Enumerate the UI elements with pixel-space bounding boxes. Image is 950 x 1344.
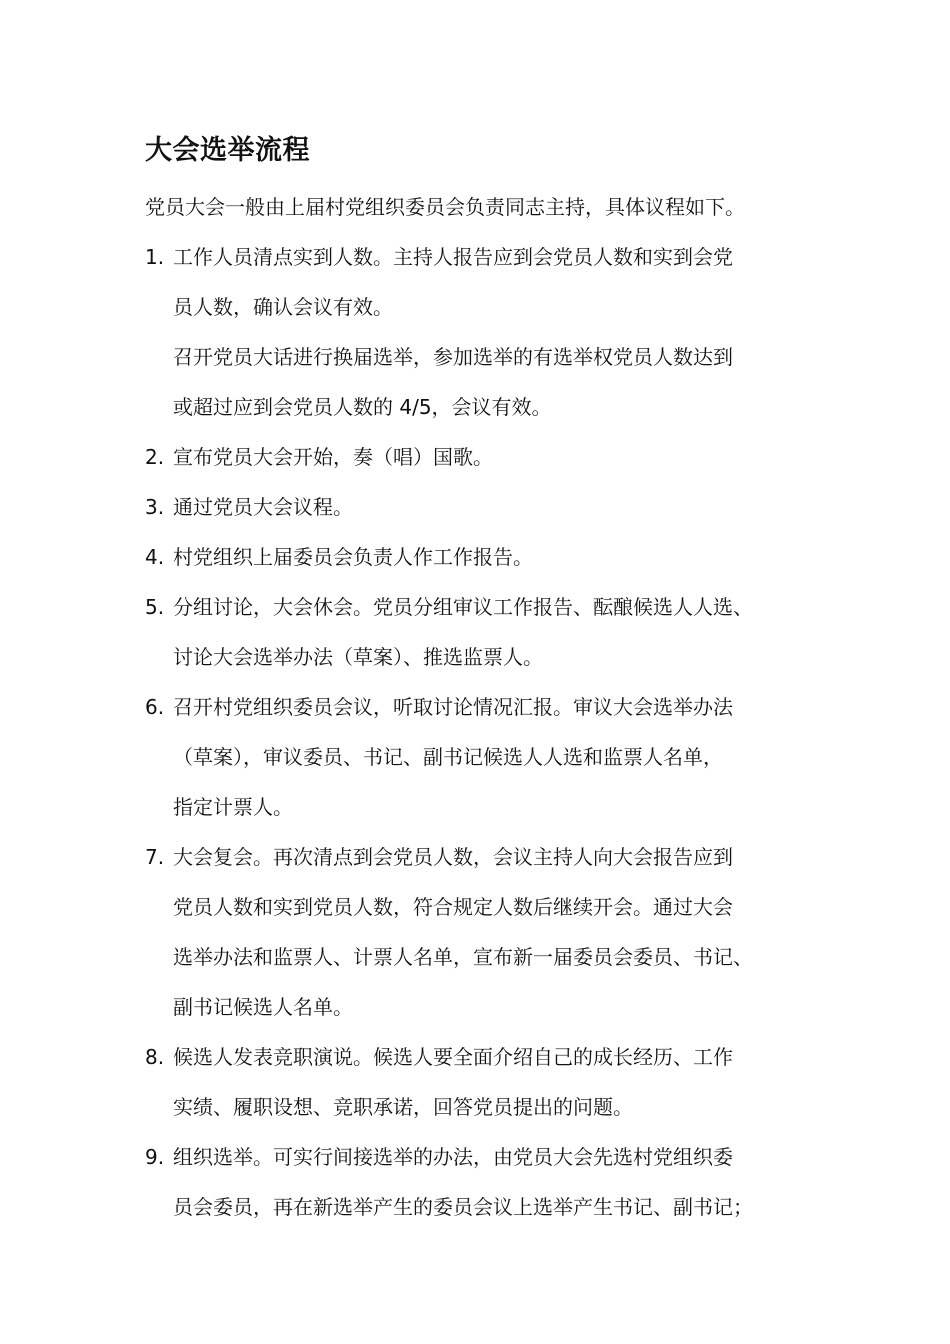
list-item	[145, 682, 840, 832]
text-line: 员人数，确认会议有效。	[173, 295, 393, 319]
list-item-number: 1.	[145, 245, 165, 269]
list-item-text	[173, 832, 833, 1032]
list-item-number: 5.	[145, 595, 165, 619]
text-line: 召开党员大话进行换届选举，参加选举的有选举权党员人数达到	[173, 345, 733, 369]
list-item	[145, 432, 840, 482]
text-line: 工作人员清点实到人数。主持人报告应到会党员人数和实到会党	[173, 245, 733, 269]
text-line: 员会委员，再在新选举产生的委员会议上选举产生书记、副书记；	[173, 1195, 753, 1219]
list-item	[145, 232, 840, 432]
list-item-text	[173, 482, 833, 532]
list-item-text	[173, 1132, 833, 1232]
list-item-number: 2.	[145, 445, 165, 469]
list-item-text	[173, 1032, 833, 1132]
list-item-text	[173, 682, 833, 832]
list-item-text	[173, 532, 833, 582]
list-item-text	[173, 432, 833, 482]
text-line: 通过党员大会议程。	[173, 495, 353, 519]
text-line: （草案），审议委员、书记、副书记候选人人选和监票人名单，	[173, 745, 723, 769]
text-line: 宣布党员大会开始，奏（唱）国歌。	[173, 445, 493, 469]
list-item	[145, 832, 840, 1032]
procedure-list	[145, 232, 840, 1232]
document-title: 大会选举流程	[145, 135, 310, 166]
list-item-number: 4.	[145, 545, 165, 569]
intro-paragraph: 党员大会一般由上届村党组织委员会负责同志主持，具体议程如下。	[145, 195, 745, 219]
list-item-number: 9.	[145, 1145, 165, 1169]
list-item-number: 6.	[145, 695, 165, 719]
list-item	[145, 1132, 840, 1232]
text-line: 分组讨论，大会休会。党员分组审议工作报告、酝酿候选人人选、	[173, 595, 753, 619]
text-line: 大会复会。再次清点到会党员人数，会议主持人向大会报告应到	[173, 845, 733, 869]
list-item	[145, 482, 840, 532]
list-item	[145, 1032, 840, 1132]
list-item-text	[173, 582, 833, 682]
list-item	[145, 582, 840, 682]
text-line: 讨论大会选举办法（草案）、推选监票人。	[173, 645, 543, 669]
list-item	[145, 532, 840, 582]
text-line: 党员人数和实到党员人数，符合规定人数后继续开会。通过大会	[173, 895, 733, 919]
list-item-number: 3.	[145, 495, 165, 519]
text-line: 村党组织上届委员会负责人作工作报告。	[173, 545, 533, 569]
text-line: 指定计票人。	[173, 795, 293, 819]
list-item-number: 8.	[145, 1045, 165, 1069]
text-line: 选举办法和监票人、计票人名单，宣布新一届委员会委员、书记、	[173, 945, 753, 969]
text-line: 副书记候选人名单。	[173, 995, 353, 1019]
text-line: 组织选举。可实行间接选举的办法，由党员大会先选村党组织委	[173, 1145, 733, 1169]
text-line: 候选人发表竞职演说。候选人要全面介绍自己的成长经历、工作	[173, 1045, 733, 1069]
text-line: 实绩、履职设想、竞职承诺，回答党员提出的问题。	[173, 1095, 633, 1119]
text-line: 或超过应到会党员人数的 4/5，会议有效。	[173, 395, 552, 419]
list-item-text	[173, 232, 833, 432]
text-line: 召开村党组织委员会议，听取讨论情况汇报。审议大会选举办法	[173, 695, 733, 719]
list-item-number: 7.	[145, 845, 165, 869]
